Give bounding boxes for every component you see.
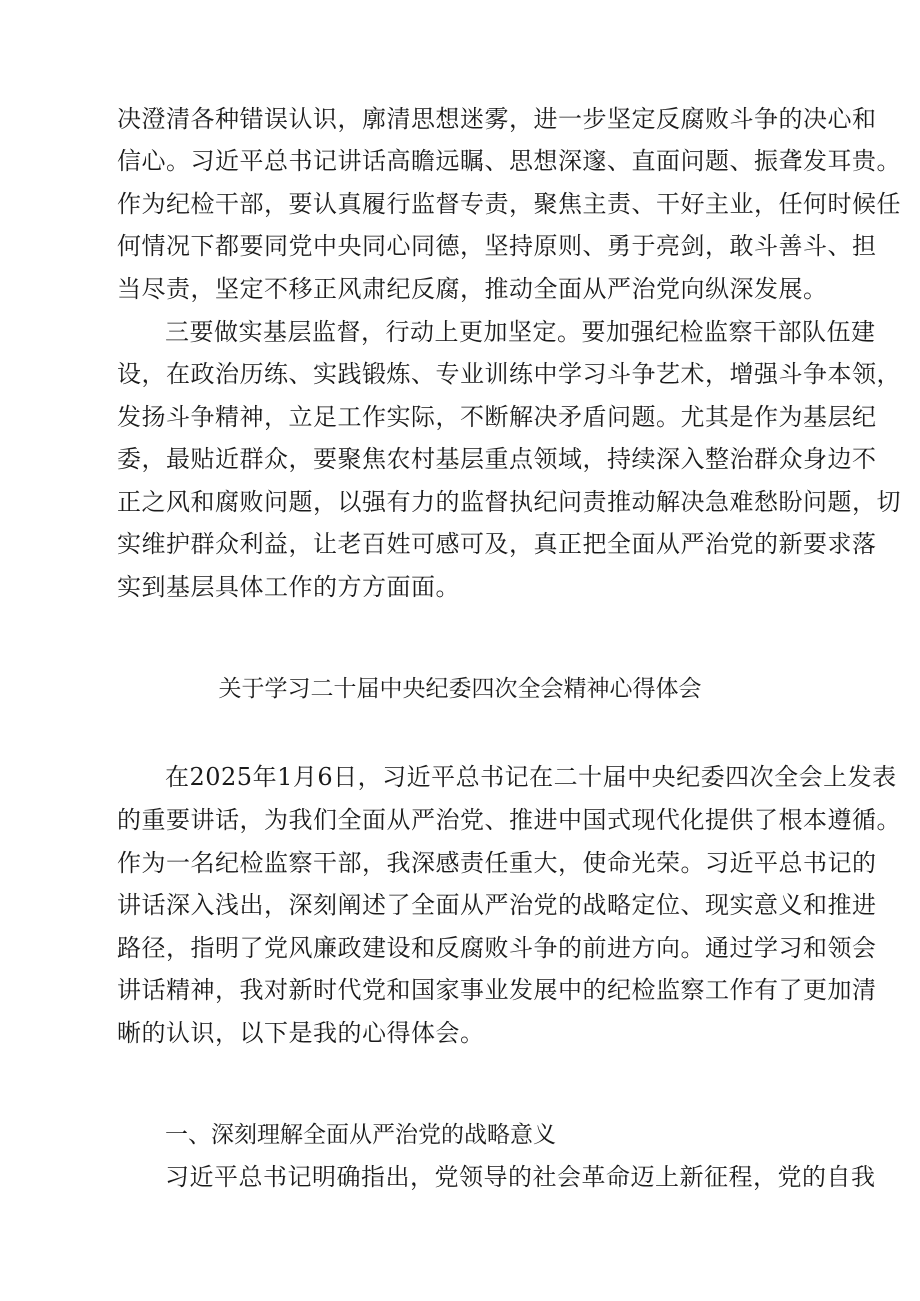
paragraph-line: 决澄清各种错误认识，廓清思想迷雾，进一步坚定反腐败斗争的决心和 [117, 105, 877, 133]
paragraph-line: 正之风和腐败问题，以强有力的监督执纪问责推动解决急难愁盼问题，切 [117, 488, 901, 516]
paragraph-line: 委，最贴近群众，要聚焦农村基层重点领域，持续深入整治群众身边不 [117, 445, 877, 473]
article-title: 关于学习二十届中央纪委四次全会精神心得体会 [218, 676, 702, 702]
paragraph-line: 当尽责，坚定不移正风肃纪反腐，推动全面从严治党向纵深发展。 [117, 275, 828, 303]
paragraph-line: 路径，指明了党风廉政建设和反腐败斗争的前进方向。通过学习和领会 [117, 934, 877, 962]
paragraph-line: 习近平总书记明确指出，党领导的社会革命迈上新征程，党的自我 [165, 1163, 876, 1191]
paragraph-line: 发扬斗争精神，立足工作实际，不断解决矛盾问题。尤其是作为基层纪 [117, 403, 877, 431]
paragraph-line: 讲话精神，我对新时代党和国家事业发展中的纪检监察工作有了更加清 [117, 976, 877, 1004]
paragraph-line: 实到基层具体工作的方方面面。 [117, 573, 460, 601]
paragraph-line: 作为纪检干部，要认真履行监督专责，聚焦主责、干好主业，任何时候任 [117, 190, 901, 218]
paragraph-line: 讲话深入浅出，深刻阐述了全面从严治党的战略定位、现实意义和推进 [117, 891, 877, 919]
paragraph-line: 何情况下都要同党中央同心同德，坚持原则、勇于亮剑，敢斗善斗、担 [117, 232, 877, 260]
paragraph-line: 晰的认识，以下是我的心得体会。 [117, 1019, 485, 1047]
paragraph-line: 作为一名纪检监察干部，我深感责任重大，使命光荣。习近平总书记的 [117, 849, 877, 877]
section-heading: 一、深刻理解全面从严治党的战略意义 [165, 1122, 556, 1148]
paragraph-line: 设，在政治历练、实践锻炼、专业训练中学习斗争艺术，增强斗争本领， [117, 360, 901, 388]
paragraph-line: 信心。习近平总书记讲话高瞻远瞩、思想深邃、直面问题、振聋发耳贵。 [117, 147, 901, 175]
paragraph-line: 在2025年1月6日，习近平总书记在二十届中央纪委四次全会上发表 [165, 763, 897, 791]
paragraph-line: 三要做实基层监督，行动上更加坚定。要加强纪检监察干部队伍建 [165, 318, 876, 346]
paragraph-line: 的重要讲话，为我们全面从严治党、推进中国式现代化提供了根本遵循。 [117, 806, 901, 834]
paragraph-line: 实维护群众利益，让老百姓可感可及，真正把全面从严治党的新要求落 [117, 530, 877, 558]
